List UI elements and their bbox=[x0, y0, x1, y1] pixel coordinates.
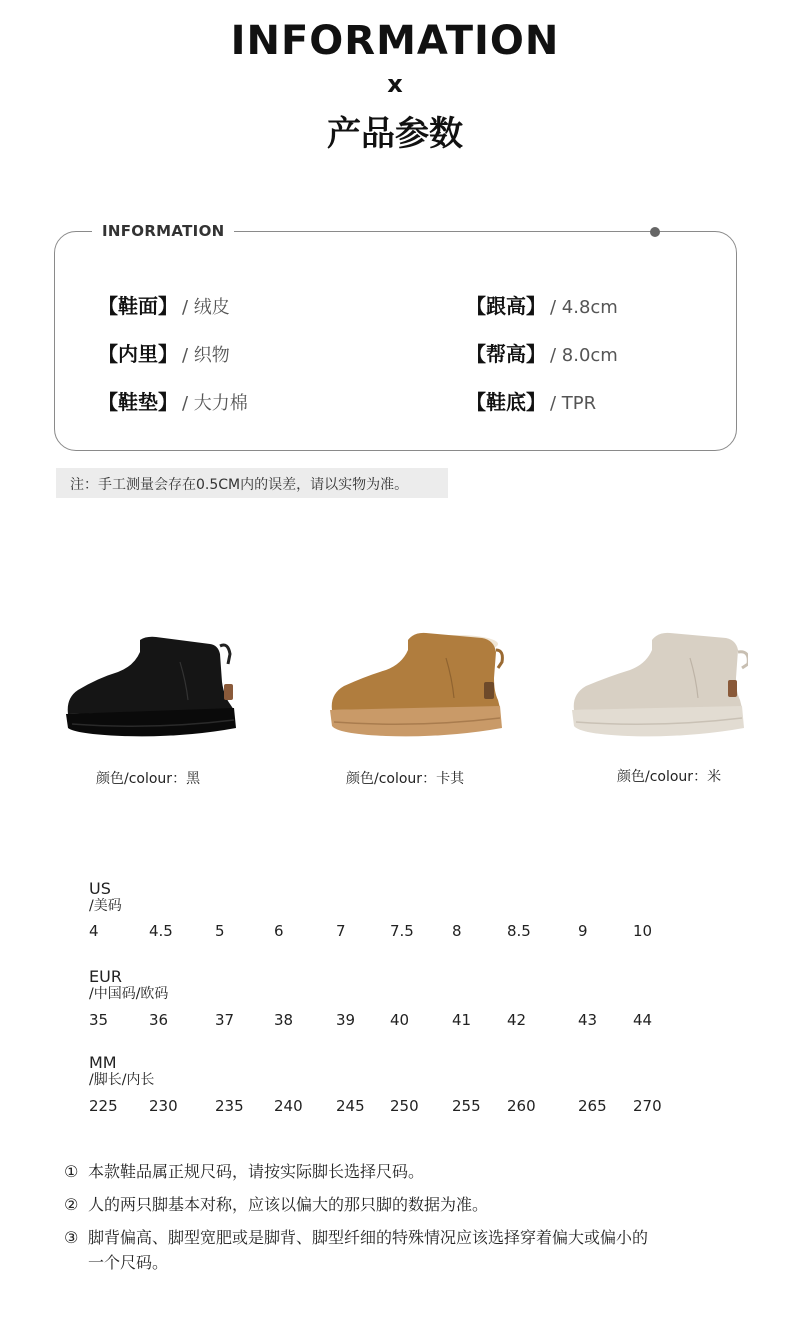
boot-beige-image bbox=[568, 630, 748, 738]
tip-text: 脚背偏高、脚型宽肥或是脚背、脚型纤细的特殊情况应该选择穿着偏大或偏小的 bbox=[88, 1228, 649, 1247]
size-value-us: 7 bbox=[336, 922, 346, 940]
spec-value: / TPR bbox=[550, 393, 597, 414]
size-value-eur: 43 bbox=[578, 1011, 598, 1029]
tip-item bbox=[64, 1192, 488, 1217]
size-value-mm: 235 bbox=[215, 1097, 244, 1115]
tip-number: ② bbox=[64, 1195, 79, 1214]
size-value-mm: 270 bbox=[633, 1097, 662, 1115]
tip-text: 本款鞋品属正规尺码，请按实际脚长选择尺码。 bbox=[88, 1162, 425, 1181]
spec-key: 【内里】 bbox=[98, 342, 178, 366]
spec-value: / 大力棉 bbox=[182, 393, 248, 414]
size-subheader-mm: /脚长/内长 bbox=[89, 1072, 155, 1088]
tip-text-continued: 一个尺码。 bbox=[88, 1253, 169, 1272]
size-value-mm: 245 bbox=[336, 1097, 365, 1115]
page-subtitle: 产品参数 bbox=[327, 114, 463, 154]
tip-item bbox=[64, 1225, 648, 1275]
spec-key: 【鞋底】 bbox=[466, 390, 546, 414]
tip-number: ③ bbox=[64, 1228, 79, 1247]
size-value-mm: 255 bbox=[452, 1097, 481, 1115]
spec-key: 【跟高】 bbox=[466, 294, 546, 318]
spec-upper bbox=[98, 290, 230, 319]
spec-shaft-height bbox=[466, 338, 618, 367]
spec-value: / 织物 bbox=[182, 345, 230, 366]
size-value-eur: 35 bbox=[89, 1011, 109, 1029]
spec-key: 【鞋垫】 bbox=[98, 390, 178, 414]
size-subheader-eur: /中国码/欧码 bbox=[89, 986, 169, 1002]
tip-item bbox=[64, 1159, 424, 1184]
info-panel-label: INFORMATION bbox=[92, 222, 234, 240]
spec-key: 【帮高】 bbox=[466, 342, 546, 366]
size-header-us: US bbox=[89, 879, 111, 898]
spec-value: / 4.8cm bbox=[550, 297, 618, 318]
spec-insole bbox=[98, 386, 248, 415]
size-value-us: 4 bbox=[89, 922, 99, 940]
size-value-mm: 265 bbox=[578, 1097, 607, 1115]
colour-label-black: 颜色/colour：黑 bbox=[96, 771, 201, 787]
size-value-eur: 38 bbox=[274, 1011, 294, 1029]
size-value-eur: 42 bbox=[507, 1011, 527, 1029]
size-value-us: 5 bbox=[215, 922, 225, 940]
size-value-eur: 39 bbox=[336, 1011, 356, 1029]
title-separator: x bbox=[387, 70, 403, 98]
tip-text: 人的两只脚基本对称，应该以偏大的那只脚的数据为准。 bbox=[88, 1195, 489, 1214]
size-value-mm: 240 bbox=[274, 1097, 303, 1115]
size-subheader-us: /美码 bbox=[89, 898, 122, 914]
size-value-eur: 40 bbox=[390, 1011, 410, 1029]
size-value-eur: 37 bbox=[215, 1011, 235, 1029]
size-header-eur: EUR bbox=[89, 967, 122, 986]
boot-khaki-image bbox=[326, 628, 504, 740]
size-value-us: 6 bbox=[274, 922, 284, 940]
spec-lining bbox=[98, 338, 230, 367]
spec-key: 【鞋面】 bbox=[98, 294, 178, 318]
boot-black-image bbox=[62, 632, 240, 740]
tip-number: ① bbox=[64, 1162, 79, 1181]
size-value-us: 8.5 bbox=[507, 922, 531, 940]
spec-outsole bbox=[466, 386, 596, 415]
page-title: INFORMATION bbox=[230, 18, 560, 64]
colour-label-khaki: 颜色/colour：卡其 bbox=[346, 771, 465, 787]
size-value-mm: 260 bbox=[507, 1097, 536, 1115]
size-value-us: 7.5 bbox=[390, 922, 414, 940]
size-value-us: 8 bbox=[452, 922, 462, 940]
size-value-mm: 250 bbox=[390, 1097, 419, 1115]
size-value-us: 9 bbox=[578, 922, 588, 940]
colour-label-beige: 颜色/colour：米 bbox=[617, 769, 722, 785]
size-value-eur: 36 bbox=[149, 1011, 169, 1029]
spec-value: / 绒皮 bbox=[182, 297, 230, 318]
dot-icon bbox=[650, 227, 660, 237]
size-value-eur: 41 bbox=[452, 1011, 472, 1029]
size-value-mm: 230 bbox=[149, 1097, 178, 1115]
size-value-us: 4.5 bbox=[149, 922, 173, 940]
spec-value: / 8.0cm bbox=[550, 345, 618, 366]
size-value-us: 10 bbox=[633, 922, 653, 940]
size-value-mm: 225 bbox=[89, 1097, 118, 1115]
spec-heel-height bbox=[466, 290, 618, 319]
measurement-note: 注：手工测量会存在0.5CM内的误差，请以实物为准。 bbox=[56, 468, 448, 498]
size-header-mm: MM bbox=[89, 1053, 117, 1072]
size-value-eur: 44 bbox=[633, 1011, 653, 1029]
